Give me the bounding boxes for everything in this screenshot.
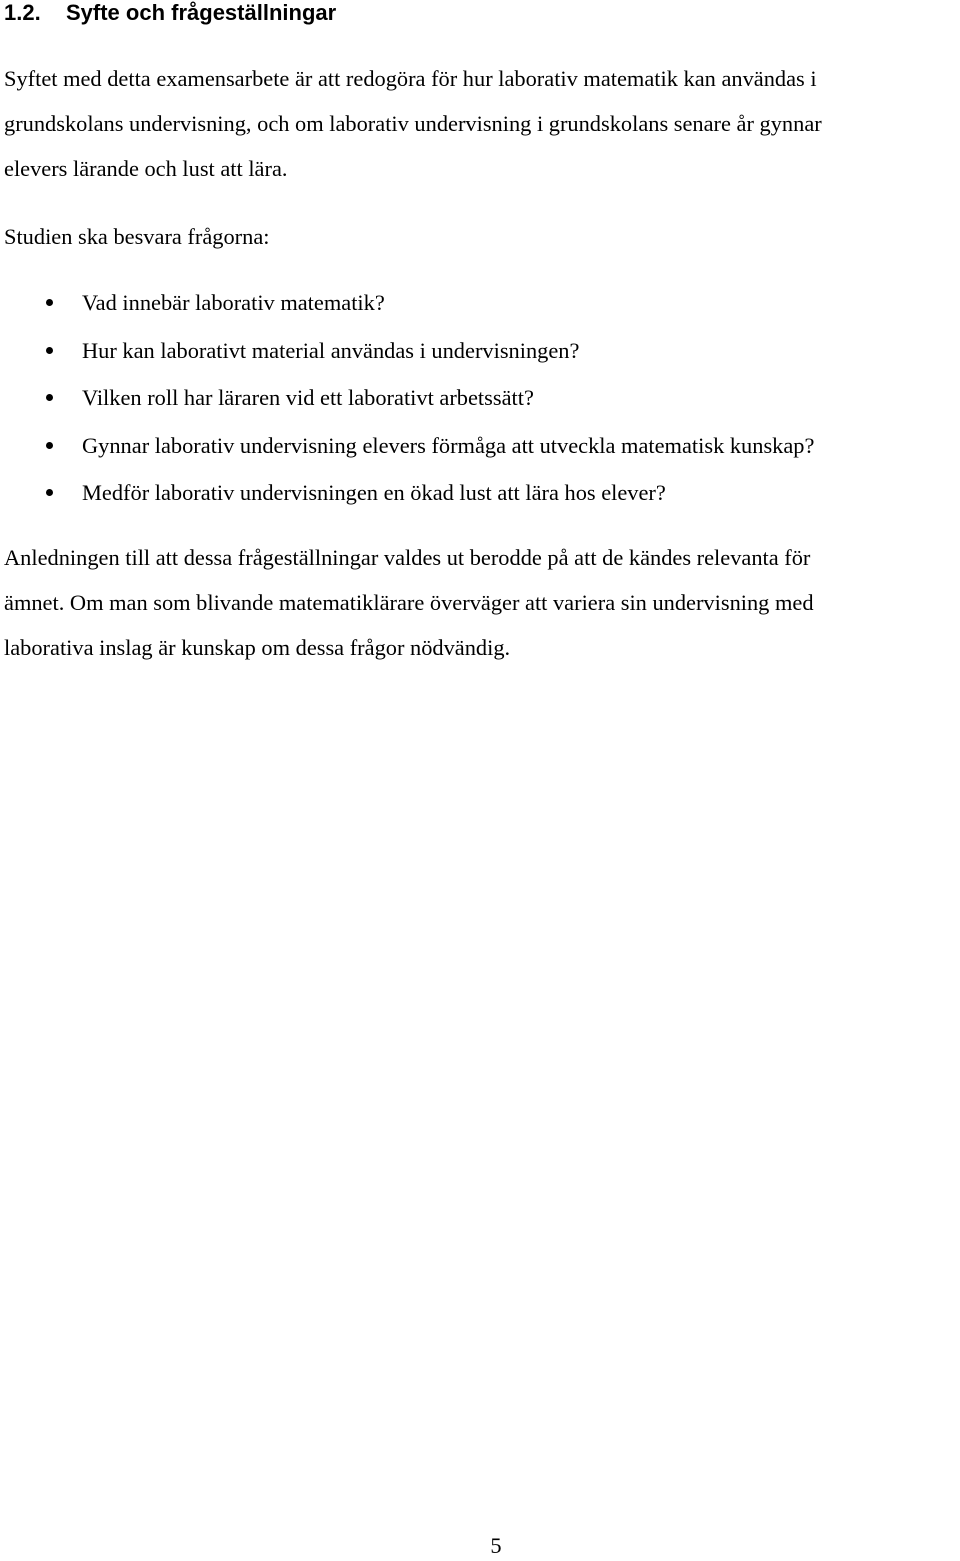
bullet-icon (46, 442, 53, 449)
question-text: Vilken roll har läraren vid ett laborativt arbetssätt? (82, 385, 534, 410)
question-text: Gynnar laborativ undervisning elevers förmåga att utveckla matematisk kunskap? (82, 432, 815, 458)
question-text: Medför laborativ undervisningen en ökad lust att lära hos elever? (82, 480, 666, 505)
purpose-line: elevers lärande och lust att lära. (4, 156, 288, 181)
questions-intro: Studien ska besvara frågorna: (4, 224, 270, 249)
section-heading (4, 0, 336, 26)
list-item (0, 327, 814, 375)
list-item (0, 279, 814, 327)
research-questions-list (0, 279, 814, 517)
section-number: 1.2. (4, 0, 41, 25)
list-item (0, 469, 814, 517)
page-number: 5 (490, 1533, 502, 1558)
motivation-line: Anledningen till att dessa frågeställningar valdes ut berodde på att de kändes relevanta för (4, 545, 811, 570)
bullet-icon (46, 347, 53, 354)
motivation-line: laborativa inslag är kunskap om dessa frågor nödvändig. (4, 635, 511, 660)
question-text: Vad innebär laborativ matematik? (82, 290, 385, 315)
bullet-icon (46, 394, 53, 401)
question-text: Hur kan laborativt material användas i undervisningen? (82, 337, 580, 363)
list-item (0, 422, 814, 470)
purpose-paragraph (4, 56, 960, 191)
purpose-line: Syftet med detta examensarbete är att redogöra för hur laborativ matematik kan användas i (4, 66, 817, 91)
bullet-icon (46, 299, 53, 306)
bullet-icon (46, 489, 53, 496)
purpose-line: grundskolans undervisning, och om laborativ undervisning i grundskolans senare år gynnar (4, 111, 822, 136)
section-title: Syfte och frågeställningar (66, 0, 337, 25)
list-item (0, 374, 814, 422)
motivation-line: ämnet. Om man som blivande matematiklärare överväger att variera sin undervisning med (4, 590, 814, 615)
motivation-paragraph (4, 535, 960, 670)
